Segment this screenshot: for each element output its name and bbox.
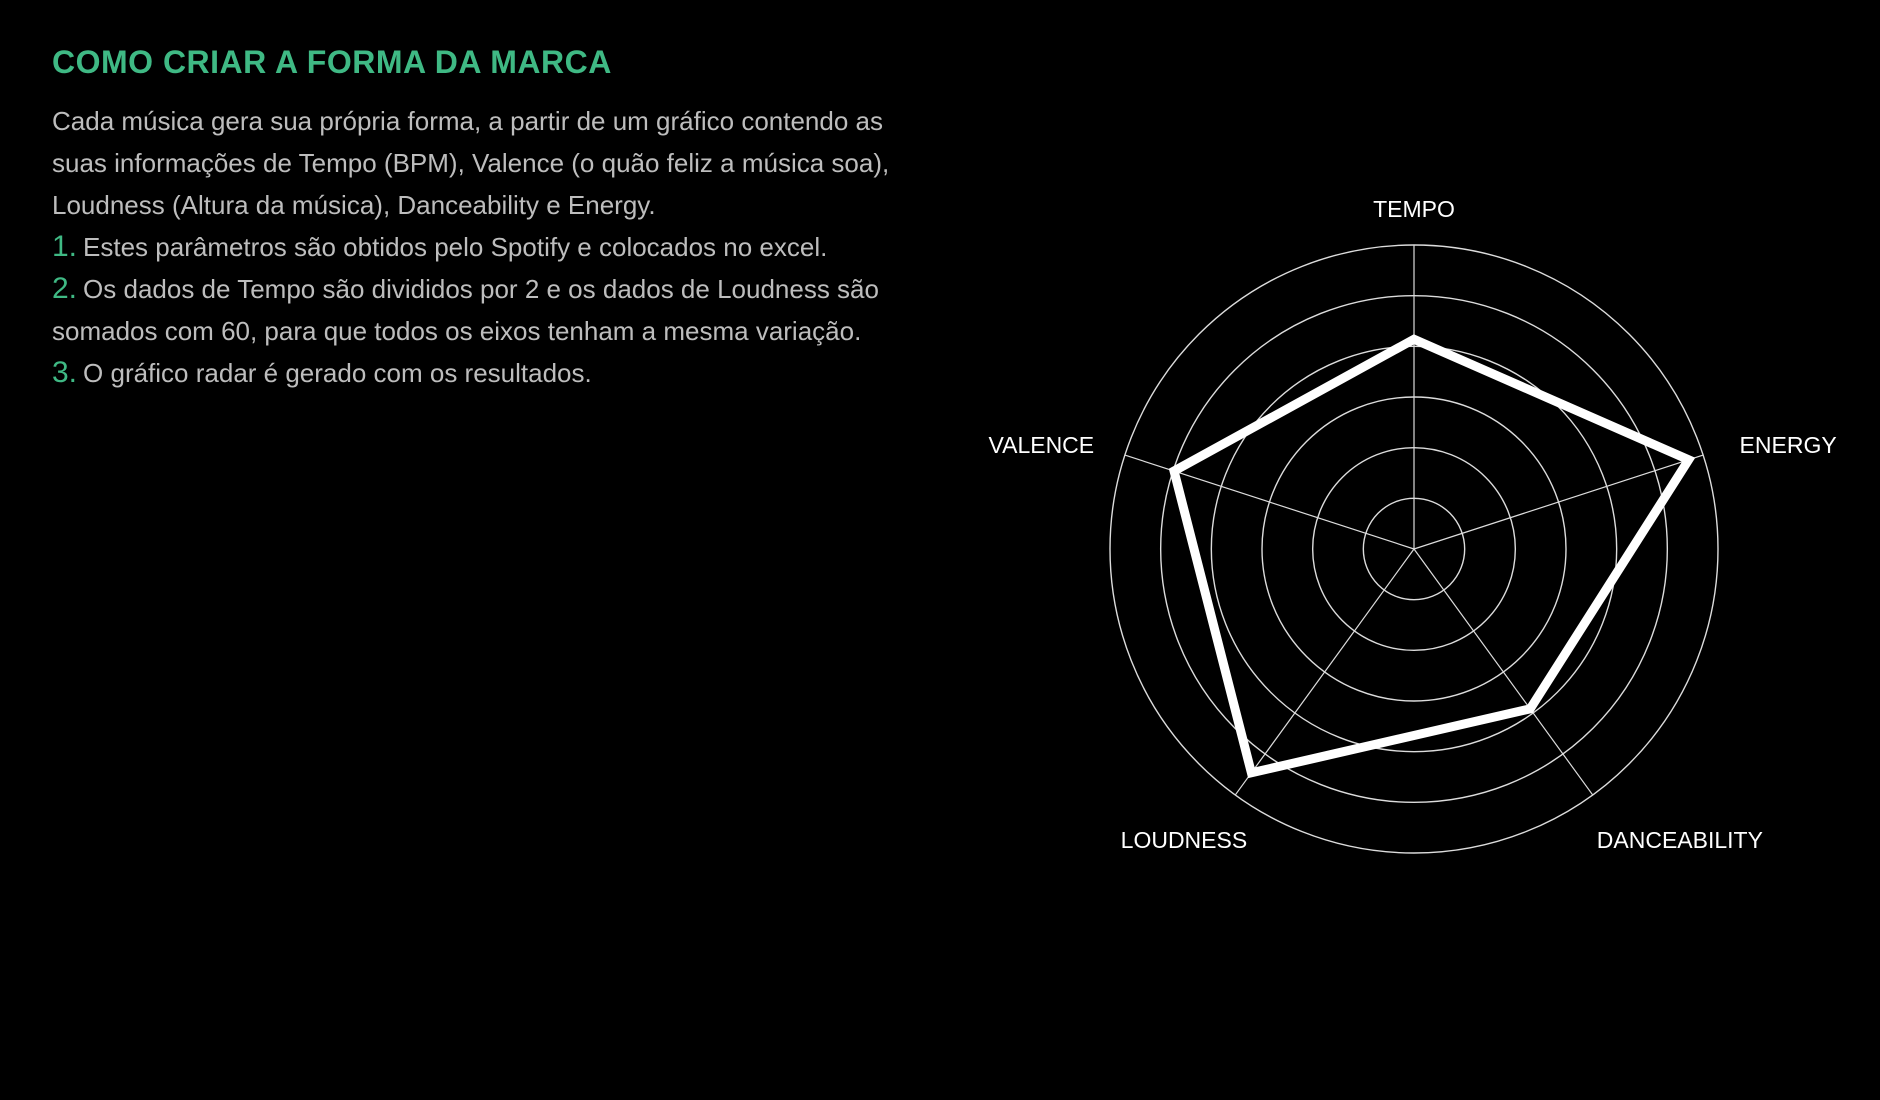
step-number: 2. <box>52 272 78 305</box>
steps-list <box>52 226 932 394</box>
step-item <box>52 268 932 352</box>
radar-axis-labels <box>988 196 1836 853</box>
radar-chart <box>960 160 1880 920</box>
intro-paragraph: Cada música gera sua própria forma, a partir de um gráfico contendo as suas informações de Tempo (BPM), Valence (o quão feliz a música soa), Loudness (Altura da música), Danceability e Energy. <box>52 106 890 220</box>
step-text: Os dados de Tempo são divididos por 2 e os dados de Loudness são somados com 60, para que todos os eixos tenham a mesma variação. <box>52 274 879 346</box>
step-item <box>52 352 932 394</box>
text-panel <box>52 40 932 394</box>
step-number: 1. <box>52 230 78 263</box>
axis-label-tempo: TEMPO <box>1373 196 1455 222</box>
step-number: 3. <box>52 356 78 389</box>
axis-label-loudness: LOUDNESS <box>1120 827 1248 854</box>
page-title: COMO CRIAR A FORMA DA MARCA <box>52 44 612 80</box>
step-text: O gráfico radar é gerado com os resultados. <box>83 358 592 388</box>
axis-label-danceability: DANCEABILITY <box>1596 827 1763 854</box>
axis-label-valence: VALENCE <box>988 432 1095 459</box>
radar-spoke <box>1125 455 1414 549</box>
axis-label-energy: ENERGY <box>1739 432 1837 459</box>
radar-spoke <box>1414 549 1593 795</box>
radar-chart-svg <box>960 160 1880 920</box>
step-item <box>52 226 932 268</box>
radar-spokes <box>1125 245 1703 795</box>
step-text: Estes parâmetros são obtidos pelo Spotify e colocados no excel. <box>83 232 828 262</box>
